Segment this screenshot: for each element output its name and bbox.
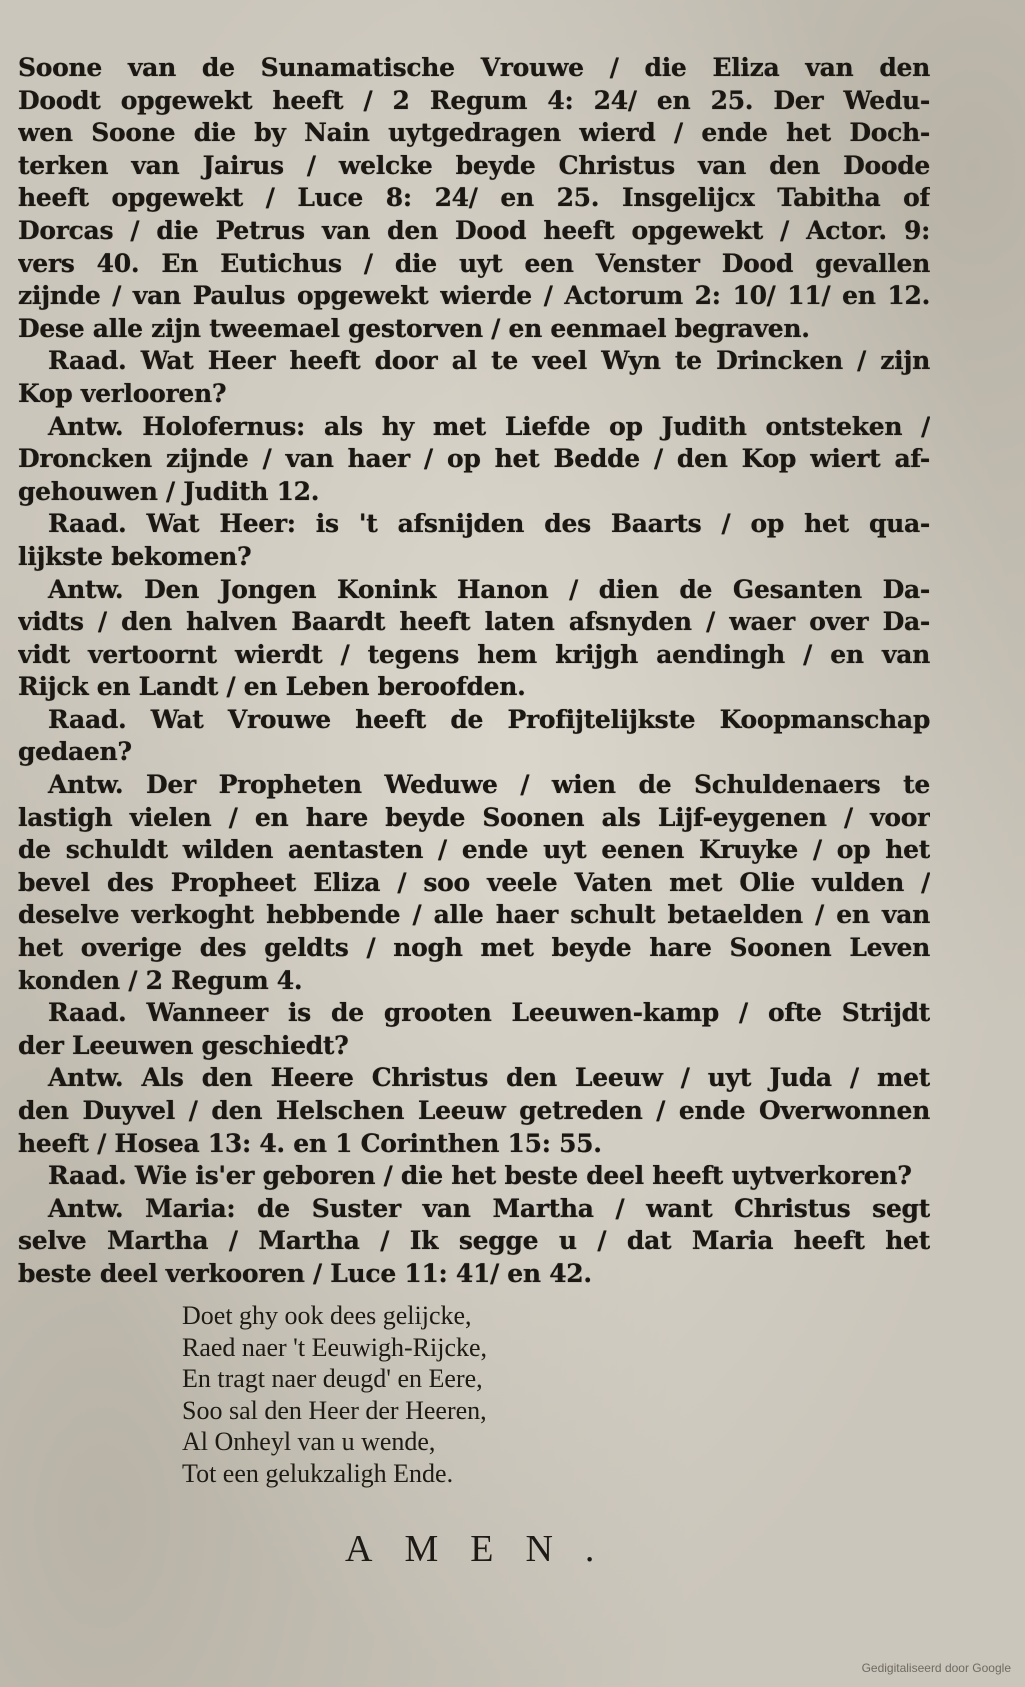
poem-line: Raed naer 't Eeuwigh-Rijcke, (182, 1332, 488, 1362)
body-line: vidt vertoornt wierdt / tegens hem krijgh aendingh / en van (18, 639, 930, 669)
body-line: Raad. Wanneer is de grooten Leeuwen-kamp / ofte Strijdt (48, 998, 930, 1028)
body-line: selve Martha / Martha / Ik segge u / dat Maria heeft het (18, 1226, 930, 1256)
body-line: vers 40. En Eutichus / die uyt een Venster Dood gevallen (18, 248, 930, 278)
body-line: gehouwen / Judith 12. (18, 476, 320, 506)
body-line: heeft opgewekt / Luce 8: 24/ en 25. Insgelijcx Tabitha of (18, 183, 930, 213)
body-line: Raad. Wat Vrouwe heeft de Profijtelijkste Koopmanschap (48, 704, 930, 734)
body-line: Raad. Wat Heer: is 't afsnijden des Baarts / op het qua- (48, 509, 930, 539)
body-line: Antw. Als den Heere Christus den Leeuw / uyt Juda / met (48, 1063, 930, 1093)
body-line: bevel des Propheet Eliza / soo veele Vaten met Olie vulden / (18, 867, 930, 897)
body-line: Antw. Holofernus: als hy met Liefde op Judith ontsteken / (48, 411, 930, 441)
poem-line: Doet ghy ook dees gelijcke, (182, 1301, 472, 1330)
body-line: lastigh vielen / en hare beyde Soonen als Lijf-eygenen / voor (18, 802, 930, 832)
body-line: Soone van de Sunamatische Vrouwe / die Eliza van den (18, 53, 930, 82)
body-line: wen Soone die by Nain uytgedragen wierd / ende het Doch- (18, 118, 930, 148)
body-line: heeft / Hosea 13: 4. en 1 Corinthen 15: 55. (18, 1128, 602, 1158)
poem-line: Soo sal den Heer der Heeren, (182, 1395, 487, 1425)
body-line: Droncken zijnde / van haer / op het Bedde / den Kop wiert af- (18, 444, 930, 474)
body-line: beste deel verkooren / Luce 11: 41/ en 42. (18, 1258, 592, 1288)
body-line: lijkste bekomen? (18, 541, 252, 571)
body-line: Raad. Wie is'er geboren / die het beste deel heeft uytverkoren? (48, 1161, 912, 1191)
body-line: Antw. Maria: de Suster van Martha / want Christus segt (48, 1193, 930, 1223)
body-line: terken van Jairus / welcke beyde Christus van den Doode (18, 150, 930, 180)
body-line: vidts / den halven Baardt heeft laten afsnyden / waer over Da- (18, 607, 930, 637)
body-line: zijnde / van Paulus opgewekt wierde / Actorum 2: 10/ 11/ en 12. (18, 281, 930, 311)
body-line: Dorcas / die Petrus van den Dood heeft opgewekt / Actor. 9: (18, 215, 930, 245)
body-line: der Leeuwen geschiedt? (18, 1030, 349, 1060)
body-line: Dese alle zijn tweemael gestorven / en eenmael begraven. (18, 313, 810, 343)
poem-line: Al Onheyl van u wende, (182, 1427, 436, 1456)
poem-line: En tragt naer deugd' en Eere, (182, 1364, 483, 1393)
body-text (18, 52, 930, 1291)
body-line: Raad. Wat Heer heeft door al te veel Wyn te Drincken / zijn (48, 346, 930, 376)
body-line: Rijck en Landt / en Leben beroofden. (18, 672, 526, 702)
body-line: de schuldt wilden aentasten / ende uyt eenen Kruyke / op het (18, 835, 930, 865)
closing-poem (182, 1300, 702, 1489)
amen-heading: AMEN. (345, 1528, 627, 1570)
body-line: deselve verkoght hebbende / alle haer schult betaelden / en van (18, 900, 930, 930)
body-line: konden / 2 Regum 4. (18, 965, 303, 995)
body-line: gedaen? (18, 737, 132, 767)
body-line: het overige des geldts / nogh met beyde hare Soonen Leven (18, 933, 930, 963)
digitization-credit: Gedigitaliseerd door Google (861, 1661, 1011, 1675)
poem-line: Tot een gelukzaligh Ende. (182, 1458, 454, 1488)
body-line: Doodt opgewekt heeft / 2 Regum 4: 24/ en 25. Der Wedu- (18, 85, 930, 115)
body-line: den Duyvel / den Helschen Leeuw getreden / ende Overwonnen (18, 1096, 930, 1125)
body-line: Kop verlooren? (18, 378, 227, 408)
body-line: Antw. Der Propheten Weduwe / wien de Schuldenaers te (48, 770, 930, 800)
body-line: Antw. Den Jongen Konink Hanon / dien de Gesanten Da- (48, 574, 930, 604)
